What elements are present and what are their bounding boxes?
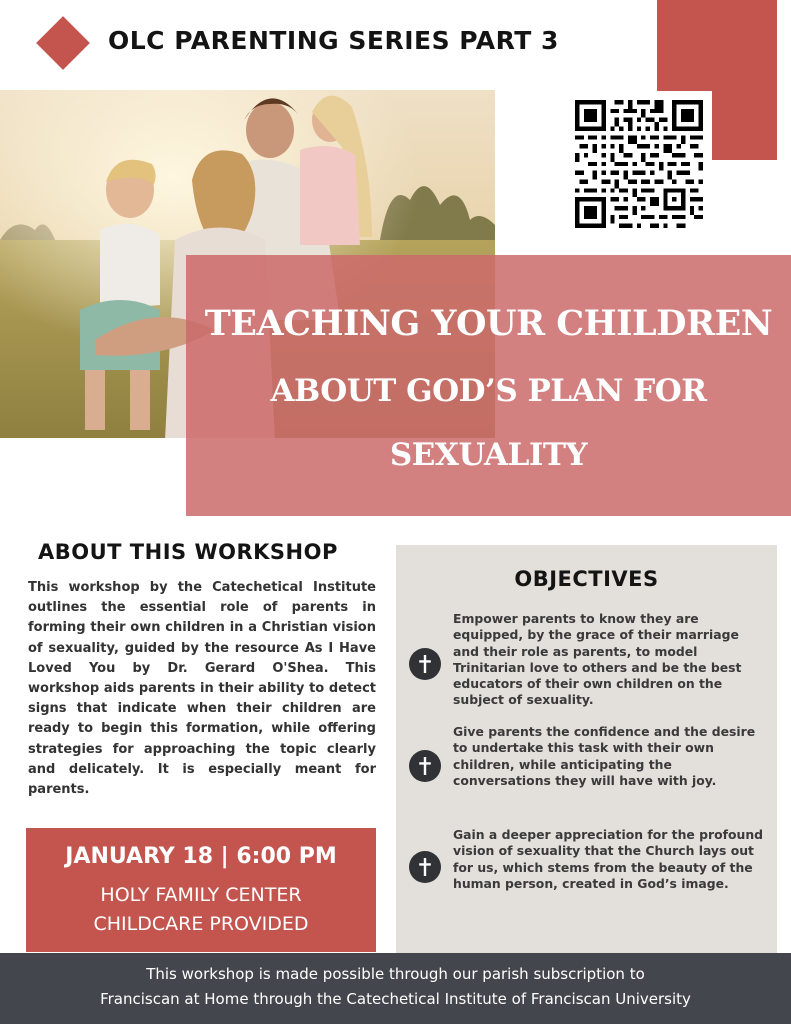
- diamond-logo-icon: [36, 16, 90, 70]
- footer-line-2: Franciscan at Home through the Catechetical Institute of Franciscan University: [100, 990, 691, 1008]
- cross-icon: [409, 851, 441, 883]
- objectives-panel: [396, 545, 777, 953]
- about-heading: ABOUT THIS WORKSHOP: [38, 540, 338, 564]
- objective-text: Empower parents to know they are equipped, by the grace of their marriage and their role as parents, to model Trinitarian love to others and be the best educators of their own children on the subject of sexuality.: [453, 611, 742, 708]
- main-title-line-3: SEXUALITY: [389, 437, 588, 473]
- event-location: HOLY FAMILY CENTER: [100, 884, 302, 906]
- main-title-line-1: TEACHING YOUR CHILDREN: [204, 303, 773, 344]
- objective-text: Gain a deeper appreciation for the profound vision of sexuality that the Church lays out for us, which stems from the beauty of the human person, created in God’s image.: [453, 827, 764, 891]
- cross-icon: [409, 648, 441, 680]
- footer-banner: [0, 953, 791, 1024]
- footer-line-1: This workshop is made possible through our parish subscription to: [146, 965, 645, 983]
- objectives-heading: OBJECTIVES: [514, 567, 659, 591]
- series-title: OLC PARENTING SERIES PART 3: [108, 26, 559, 55]
- title-panel: [186, 255, 791, 516]
- event-date-time: JANUARY 18 | 6:00 PM: [65, 844, 337, 869]
- objective-text: Give parents the confidence and the desire to undertake this task with their own children, while anticipating the conversations they will have with joy.: [453, 724, 756, 788]
- qr-code[interactable]: [566, 91, 712, 237]
- qr-code-icon: [575, 100, 703, 228]
- event-details-box: [26, 828, 376, 952]
- event-childcare: CHILDCARE PROVIDED: [93, 913, 309, 935]
- cross-icon: [409, 750, 441, 782]
- about-body: This workshop by the Catechetical Institute outlines the essential role of parents in forming their own children in a Christian vision of sexuality, guided by the resource As I Have Loved You by Dr. Gerard O'Shea. This workshop aids parents in their ability to detect signs that indicate when their children are ready to begin this formation, while offering strategies for approaching the topic clearly and delicately. It is especially meant for parents.: [28, 580, 376, 798]
- main-title-line-2: ABOUT GOD’S PLAN FOR: [270, 373, 707, 409]
